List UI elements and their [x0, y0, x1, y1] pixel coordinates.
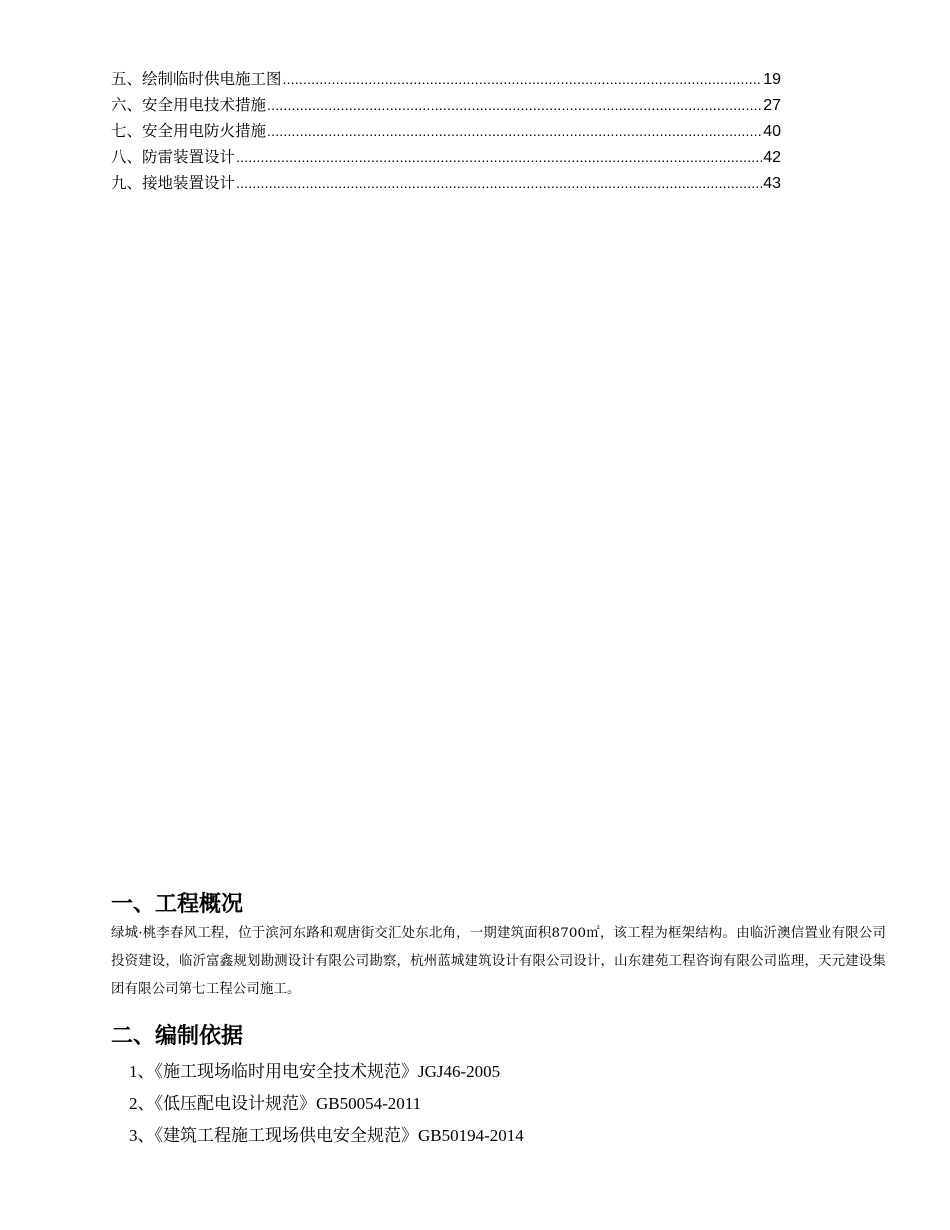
- toc-dot-leader: [236, 144, 762, 170]
- toc-entry-page: 43: [763, 175, 781, 192]
- toc-entry-title: 九、接地装置设计: [111, 174, 236, 192]
- toc-entry-title: 八、防雷装置设计: [111, 148, 236, 166]
- standards-list: [111, 1056, 886, 1152]
- toc-dot-leader: [236, 170, 762, 196]
- project-overview-heading: 一、工程概况: [111, 892, 244, 917]
- toc-entry[interactable]: [111, 170, 781, 196]
- toc-entry-page: 27: [763, 97, 781, 114]
- toc-dot-leader: [267, 118, 762, 144]
- toc-entry[interactable]: [111, 144, 781, 170]
- compilation-basis-section: [111, 1022, 886, 1152]
- toc-entry-title: 五、绘制临时供电施工图: [111, 70, 282, 88]
- toc-dot-leader: [283, 66, 763, 92]
- toc-entry-title: 六、安全用电技术措施: [111, 96, 267, 114]
- standard-reference: 3、《建筑工程施工现场供电安全规范》GB50194-2014: [129, 1126, 524, 1145]
- toc-entry[interactable]: [111, 92, 781, 118]
- toc-entry-page: 42: [763, 149, 781, 166]
- project-overview-paragraph: 绿城·桃李春风工程，位于滨河东路和观唐街交汇处东北角，一期建筑面积8700㎡，该工程为框架结构。由临沂澳信置业有限公司投资建设，临沂富鑫规划勘测设计有限公司勘察，杭州蓝城建筑设计有限公司设计，山东建苑工程咨询有限公司监理，天元建设集团有限公司第七工程公司施工。: [111, 926, 886, 997]
- toc-entry[interactable]: [111, 66, 781, 92]
- standard-reference: 2、《低压配电设计规范》GB50054-2011: [129, 1094, 422, 1113]
- toc-entry-page: 40: [763, 123, 781, 140]
- standard-reference: 1、《施工现场临时用电安全技术规范》JGJ46-2005: [129, 1062, 501, 1081]
- project-overview-section: [111, 890, 886, 1004]
- compilation-basis-heading: 二、编制依据: [111, 1024, 244, 1049]
- toc-entry[interactable]: [111, 118, 781, 144]
- toc-entry-page: 19: [763, 71, 781, 88]
- toc-dot-leader: [267, 92, 762, 118]
- table-of-contents: [111, 66, 781, 196]
- toc-entry-title: 七、安全用电防火措施: [111, 122, 267, 140]
